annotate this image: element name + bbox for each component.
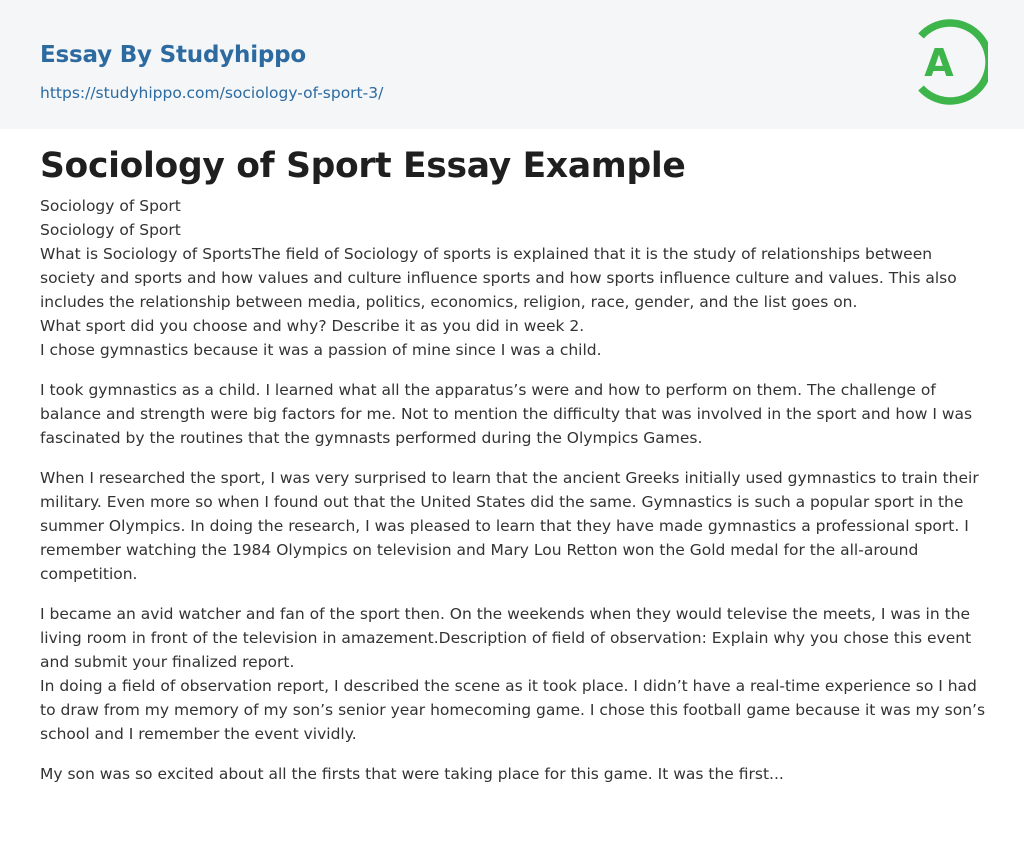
- logo-letter: A: [924, 41, 954, 85]
- essay-paragraph: What is Sociology of SportsThe field of Sociology of sports is explained that it is the study of relationships between society and sports and how values and culture influence sports and how sports influence culture and values. This also includes the relationship between media, politics, economics, religion, race, gender, and the list goes on.: [40, 245, 957, 311]
- studyhippo-logo-icon[interactable]: [912, 18, 988, 106]
- essay-body: [40, 194, 986, 802]
- essay-paragraph: My son was so excited about all the firsts that were taking place for this game. It was the first...: [40, 765, 784, 783]
- essay-paragraph: What sport did you choose and why? Describe it as you did in week 2.: [40, 317, 585, 335]
- essay-paragraph: Sociology of Sport: [40, 197, 181, 215]
- essay-paragraph: Sociology of Sport: [40, 221, 181, 239]
- essay-paragraph: When I researched the sport, I was very surprised to learn that the ancient Greeks initially used gymnastics to train their military. Even more so when I found out that the United States did the same. Gymnastics is such a popular sport in the summer Olympics. In doing the research, I was pleased to learn that they have made gymnastics a professional sport. I remember watching the 1984 Olympics on television and Mary Lou Retton won the Gold medal for the all-around competition.: [40, 469, 979, 583]
- essay-paragraph: I chose gymnastics because it was a passion of mine since I was a child.: [40, 341, 602, 359]
- site-header: [0, 0, 1024, 129]
- essay-paragraph: I took gymnastics as a child. I learned what all the apparatus’s were and how to perform on them. The challenge of balance and strength were big factors for me. Not to mention the difficulty that was involved in the sport and how I was fascinated by the routines that the gymnasts performed during the Olympics Games.: [40, 381, 973, 447]
- site-brand[interactable]: Essay By Studyhippo: [40, 42, 307, 68]
- page-title: Sociology of Sport Essay Example: [40, 146, 686, 186]
- essay-paragraph: I became an avid watcher and fan of the sport then. On the weekends when they would televise the meets, I was in the living room in front of the television in amazement.Description of field of observation: Explain why you chose this event and submit your finalized report.: [40, 605, 972, 671]
- essay-paragraph: In doing a field of observation report, I described the scene as it took place. I didn’t have a real-time experience so I had to draw from my memory of my son’s senior year homecoming game. I chose this football game because it was my son’s school and I remember the event vividly.: [40, 677, 986, 743]
- essay-url-link[interactable]: https://studyhippo.com/sociology-of-sport-3/: [40, 84, 384, 102]
